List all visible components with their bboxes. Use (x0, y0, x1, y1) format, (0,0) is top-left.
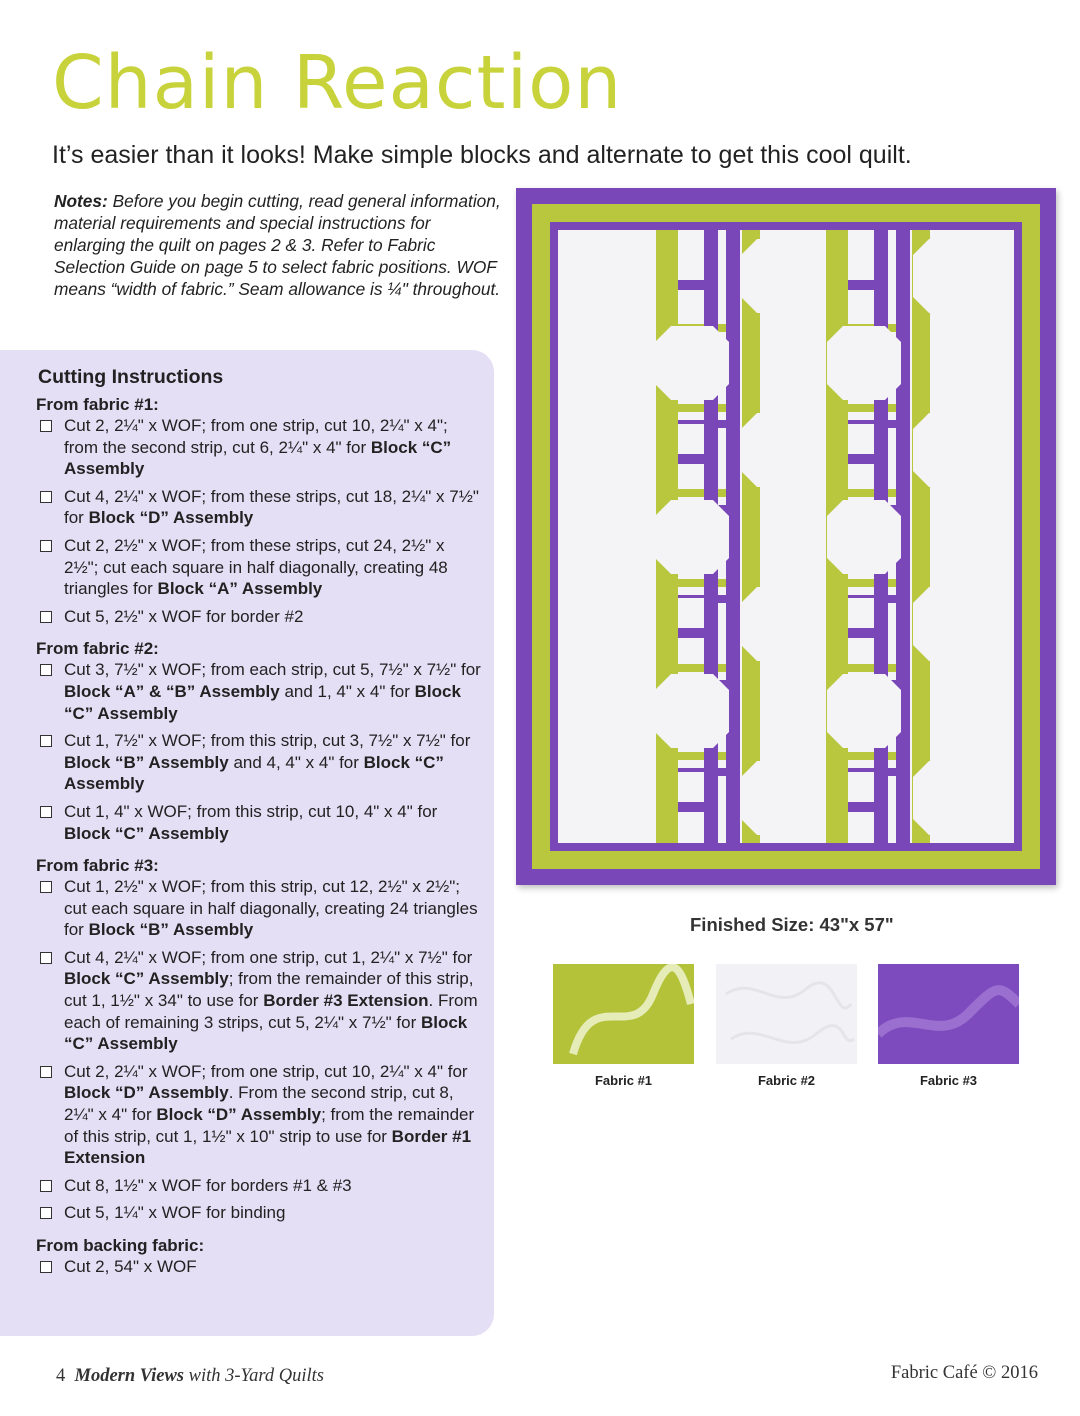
cutting-item (36, 535, 481, 600)
footer-book-info (56, 1366, 324, 1387)
cutting-group (36, 639, 481, 844)
connector-square (848, 772, 874, 802)
block-reference: Block “C” Assembly (64, 681, 461, 723)
octagon-block (913, 239, 987, 313)
swatch-fill (716, 964, 857, 1064)
connector-bar (848, 280, 874, 290)
cutting-text: ; from the remainder of this strip, cut 1, 1½" x 34" to use for (64, 969, 474, 1011)
cutting-item (36, 876, 481, 941)
cutting-item (36, 415, 481, 480)
cutting-group-title: From fabric #2: (36, 639, 159, 659)
cutting-text: Cut 8, 1½" x WOF for borders #1 & #3 (64, 1175, 352, 1195)
checkbox-icon (40, 540, 52, 552)
checkbox-icon (40, 664, 52, 676)
page-number: 4 (56, 1366, 66, 1386)
octagon-block (569, 587, 643, 661)
page-title: Chain Reaction (52, 40, 623, 126)
octagon-block (569, 413, 643, 487)
block-reference: Border #1 Extension (64, 1126, 472, 1168)
cutting-text: ; from the remainder of this strip, cut 1, 1½" x 10" strip to use for (64, 1105, 475, 1146)
vertical-stripe (742, 230, 760, 843)
cutting-text: and 1, 4" x 4" for (279, 681, 415, 701)
swatch-fill (878, 964, 1019, 1064)
octagon-block (741, 761, 815, 835)
connector-square (678, 598, 704, 628)
connector-bar (848, 802, 874, 812)
cutting-text: Cut 2, 2½" x WOF; from these strips, cut 24, 2½" x 2½"; cut each square in half diagonally, creating 48 triangles for (64, 535, 448, 599)
connector-bar (848, 628, 874, 638)
octagon-block (655, 326, 729, 400)
notes-paragraph (54, 190, 504, 300)
cutting-text: . From each of remaining 3 strips, cut 5, 2¼" x 7½" for (64, 991, 478, 1032)
cutting-text: Cut 4, 2¼" x WOF; from one strip, cut 1, 2¼" x 7½" for (64, 947, 473, 967)
fabric-swatch-1 (553, 964, 694, 1064)
cutting-item (36, 801, 481, 844)
fabric-swatch-3-label: Fabric #3 (919, 1073, 978, 1088)
cutting-text: Cut 2, 2¼" x WOF; from one strip, cut 10, 2¼" x 4" for (64, 1061, 468, 1081)
connector-bar (678, 454, 704, 464)
cutting-text: . From the second strip, cut 8, 2¼" x 4" for (64, 1083, 454, 1125)
cutting-item (36, 1202, 481, 1224)
connector-square (848, 598, 874, 628)
octagon-block (913, 413, 987, 487)
connector-bar (678, 628, 704, 638)
fabric-swatch-1-label: Fabric #1 (594, 1073, 653, 1088)
octagon-block (741, 413, 815, 487)
cutting-item (36, 1175, 481, 1197)
checkbox-icon (40, 611, 52, 623)
block-reference: Block “C” Assembly (64, 752, 444, 794)
fabric-swatch-3 (878, 964, 1019, 1064)
octagon-block (827, 326, 901, 400)
cutting-group (36, 856, 481, 1224)
fabric-swatch-2-label: Fabric #2 (757, 1073, 816, 1088)
cutting-group-title: From fabric #3: (36, 856, 159, 876)
cutting-text: Cut 1, 7½" x WOF; from this strip, cut 3, 7½" x 7½" for (64, 731, 471, 751)
cutting-instructions-content (36, 366, 481, 1290)
finished-size: Finished Size: 43"x 57" (690, 914, 894, 935)
block-reference: Block “B” Assembly (64, 752, 229, 772)
checkbox-icon (40, 1066, 52, 1078)
block-reference: Block “A” & “B” Assembly (64, 681, 280, 701)
vertical-stripe (912, 230, 930, 843)
cutting-text: Cut 4, 2¼" x WOF; from these strips, cut 18, 2¼" x 7½" for (64, 486, 479, 528)
octagon-block (913, 761, 987, 835)
octagon-block (655, 500, 729, 574)
octagon-block (741, 587, 815, 661)
checkbox-icon (40, 420, 52, 432)
cutting-text: Cut 1, 2½" x WOF; from this strip, cut 12, 2½" x 2½"; cut each square in half diagonally, creating 24 triangles for (64, 877, 478, 940)
block-reference: Block “B” Assembly (88, 920, 254, 940)
checkbox-icon (40, 735, 52, 747)
cutting-item (36, 947, 481, 1055)
connector-square (848, 424, 874, 454)
book-title: Modern Views (74, 1366, 184, 1386)
connector-bar (848, 454, 874, 464)
cutting-text: Cut 5, 2½" x WOF for border #2 (64, 606, 304, 626)
checkbox-icon (40, 1180, 52, 1192)
cutting-text: and 4, 4" x 4" for (228, 752, 364, 772)
block-reference: Block “A” Assembly (157, 579, 323, 599)
page-subtitle: It’s easier than it looks! Make simple blocks and alternate to get this cool quilt. (52, 141, 912, 169)
octagon-block (913, 587, 987, 661)
block-reference: Block “C” Assembly (64, 823, 229, 843)
checkbox-icon (40, 491, 52, 503)
block-reference: Block “D” Assembly (64, 1083, 229, 1103)
checkbox-icon (40, 952, 52, 964)
checkbox-icon (40, 806, 52, 818)
footer-copyright: Fabric Café © 2016 (890, 1363, 1038, 1383)
checkbox-icon (40, 1207, 52, 1219)
block-reference: Block “C” Assembly (64, 437, 452, 479)
notes-text: Before you begin cutting, read general information, material requirements and special instructions for enlarging the quilt on pages 2 & 3. Refer to Fabric Selection Guide on page 5 to select fabric positions. WOF means “width of fabric.” Seam allowance is ¼" throughout. (54, 191, 501, 299)
block-reference: Block “D” Assembly (88, 508, 254, 528)
cutting-group (36, 395, 481, 627)
cutting-item (36, 659, 481, 724)
block-reference: Border #3 Extension (263, 991, 429, 1011)
octagon-block (741, 239, 815, 313)
connector-square (678, 250, 704, 280)
octagon-block (827, 674, 901, 748)
connector-bar (678, 802, 704, 812)
cutting-text: Cut 2, 2¼" x WOF; from one strip, cut 10, 2¼" x 4"; from the second strip, cut 6, 2¼" x 4" for (64, 416, 448, 457)
cutting-item (36, 486, 481, 529)
connector-square (848, 250, 874, 280)
fabric-swatch-2 (716, 964, 857, 1064)
cutting-item (36, 1061, 481, 1169)
block-reference: Block “D” Assembly (156, 1105, 322, 1125)
cutting-group-title: From backing fabric: (36, 1236, 205, 1255)
quilt-photo (516, 188, 1056, 885)
cutting-item (36, 606, 481, 628)
quilt-illustration (516, 188, 1056, 885)
checkbox-icon (40, 881, 52, 893)
octagon-block (569, 761, 643, 835)
cutting-text: Cut 2, 54" x WOF (64, 1257, 197, 1276)
octagon-block (655, 674, 729, 748)
connector-square (678, 424, 704, 454)
connector-bar (678, 280, 704, 290)
checkbox-icon (40, 1261, 52, 1273)
octagon-block (569, 239, 643, 313)
cutting-text: Cut 3, 7½" x WOF; from each strip, cut 5, 7½" x 7½" for (64, 660, 481, 680)
cutting-heading: Cutting Instructions (38, 366, 224, 388)
cutting-group (36, 1236, 481, 1278)
block-reference: Block “C” Assembly (64, 1012, 468, 1054)
cutting-item (36, 730, 481, 795)
cutting-group-title: From fabric #1: (36, 395, 159, 414)
connector-square (678, 772, 704, 802)
cutting-text: Cut 5, 1¼" x WOF for binding (64, 1203, 286, 1223)
quilt-center (558, 230, 1014, 843)
notes-label: Notes: (54, 191, 108, 211)
cutting-text: Cut 1, 4" x WOF; from this strip, cut 10, 4" x 4" for (64, 801, 438, 821)
octagon-block (827, 500, 901, 574)
cutting-instructions-panel (0, 350, 494, 1336)
cutting-item (36, 1256, 481, 1278)
block-reference: Block “C” Assembly (64, 969, 229, 989)
book-title-rest: with 3-Yard Quilts (183, 1366, 324, 1386)
